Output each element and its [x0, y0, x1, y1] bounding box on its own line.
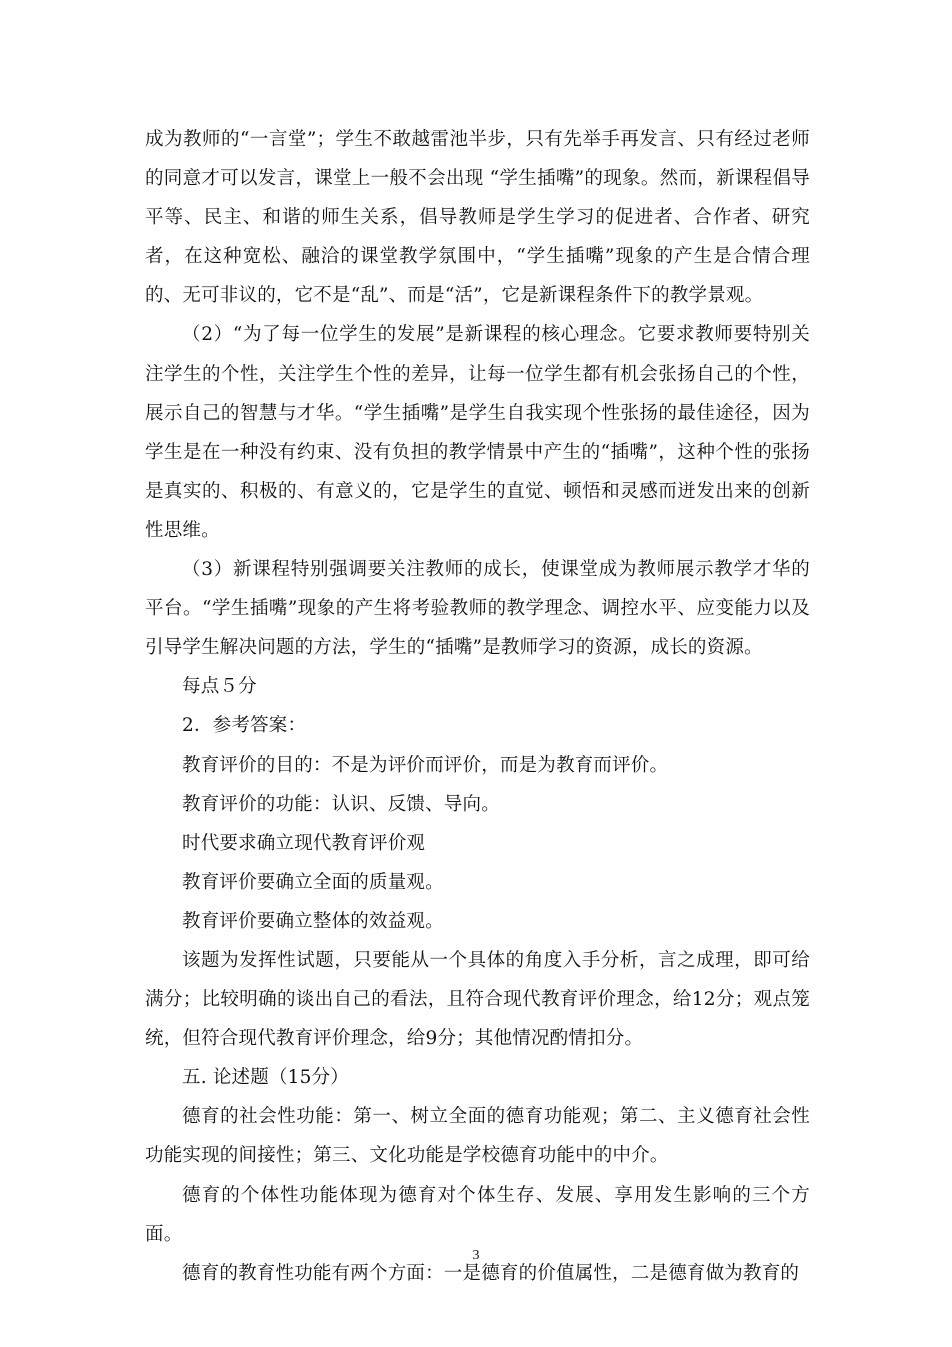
paragraph-individual-function: 德育的个体性功能体现为德育对个体生存、发展、享用发生影响的三个方面。	[145, 1184, 810, 1245]
paragraph-era-requirement: 时代要求确立现代教育评价观	[182, 832, 426, 854]
page-number: 3	[472, 1248, 480, 1263]
paragraph-answer-2: 2．参考答案：	[182, 715, 307, 737]
paragraph-educational-function: 德育的教育性功能有两个方面：一是德育的价值属性，二是德育做为教育的	[182, 1262, 800, 1284]
paragraph-point-3: （3）新课程特别强调要关注教师的成长，使课堂成为教师展示教学才华的平台。“学生插嘴”现象的产生将考验教师的教学理念、调控水平、应变能力以及引导学生解决问题的方法，学生的“插嘴”是教师学习的资源，成长的资源。	[145, 559, 810, 659]
body-text	[145, 120, 810, 1293]
paragraph-continuation: 成为教师的“一言堂”；学生不敢越雷池半步，只有先举手再发言、只有经过老师的同意才可以发言，课堂上一般不会出现 “学生插嘴”的现象。然而，新课程倡导平等、民主、和谐的师生关系，倡导教师是学生学习的促进者、合作者、研究者，在这种宽松、融洽的课堂教学氛围中，“学生插嘴”现象的产生是合情合理的、无可非议的，它不是“乱”、而是“活”，它是新课程条件下的教学景观。	[145, 129, 810, 307]
paragraph-scoring-rules: 该题为发挥性试题，只要能从一个具体的角度入手分析，言之成理，即可给满分；比较明确的谈出自己的看法，且符合现代教育评价理念，给12分；观点笼统，但符合现代教育评价理念，给9分；其他情况酌情扣分。	[145, 949, 810, 1050]
paragraph-benefit-view: 教育评价要确立整体的效益观。	[182, 910, 444, 932]
paragraph-evaluation-function: 教育评价的功能：认识、反馈、导向。	[182, 793, 500, 815]
paragraph-score-each: 每点５分	[182, 676, 257, 698]
paragraph-quality-view: 教育评价要确立全面的质量观。	[182, 871, 444, 893]
paragraph-evaluation-purpose: 教育评价的目的：不是为评价而评价，而是为教育而评价。	[182, 754, 669, 776]
section-heading-5: 五. 论述题（15分）	[182, 1067, 350, 1089]
paragraph-point-2: （2）“为了每一位学生的发展”是新课程的核心理念。它要求教师要特别关注学生的个性，关注学生个性的差异，让每一位学生都有机会张扬自己的个性，展示自己的智慧与才华。“学生插嘴”是学生自我实现个性张扬的最佳途径，因为学生是在一种没有约束、没有负担的教学情景中产生的“插嘴”，这种个性的张扬是真实的、积极的、有意义的，它是学生的直觉、顿悟和灵感而迸发出来的创新性思维。	[145, 324, 810, 541]
paragraph-social-function: 德育的社会性功能：第一、树立全面的德育功能观；第二、主义德育社会性功能实现的间接性；第三、文化功能是学校德育功能中的中介。	[145, 1106, 810, 1167]
